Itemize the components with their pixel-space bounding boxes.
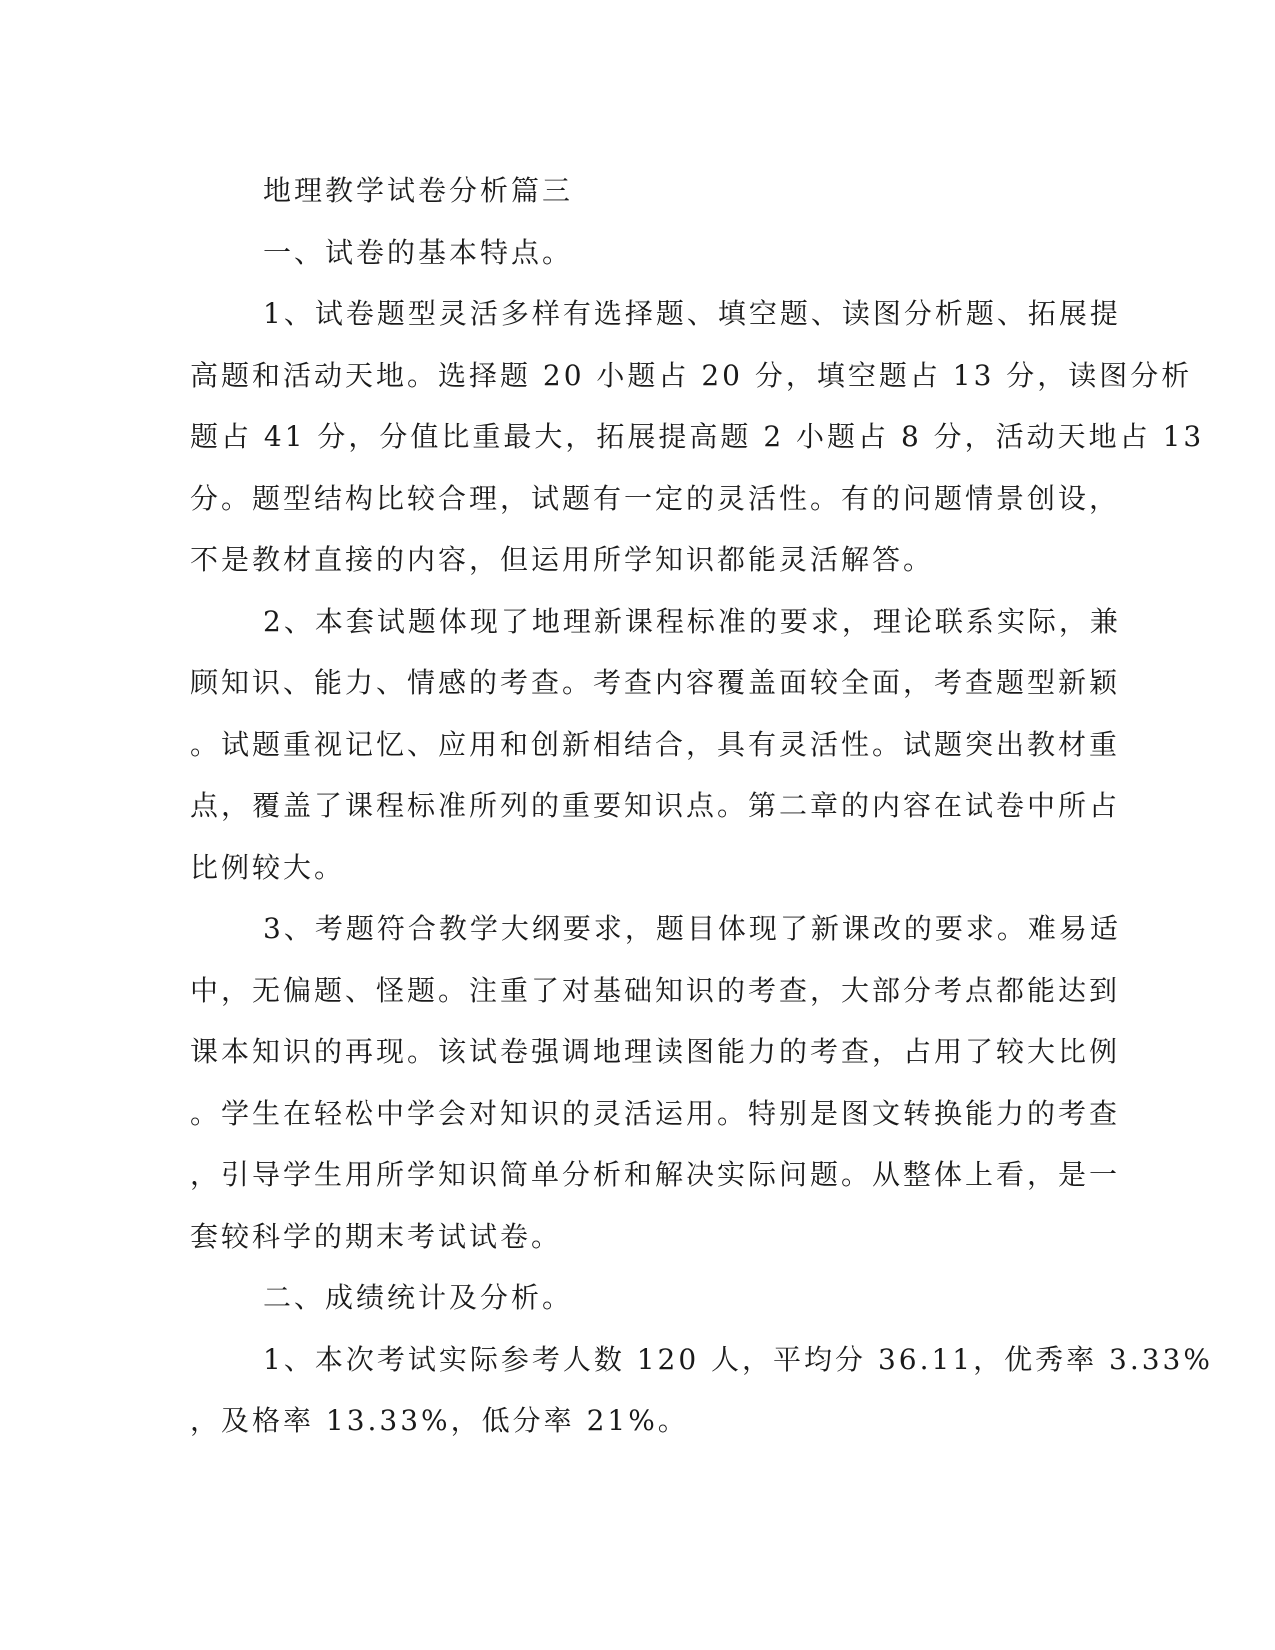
paragraph-line: ，引导学生用所学知识简单分析和解决实际问题。从整体上看，是一 xyxy=(190,1158,1121,1191)
document-body xyxy=(190,160,1213,1452)
section-heading-basic-features: 一、试卷的基本特点。 xyxy=(263,235,574,269)
document-title: 地理教学试卷分析篇三 xyxy=(263,174,574,207)
section-heading-score-stats: 二、成绩统计及分析。 xyxy=(263,1281,574,1314)
paragraph-line: 1、试卷题型灵活多样有选择题、填空题、读图分析题、拓展提 xyxy=(263,297,1121,330)
paragraph-line: 套较科学的期末考试试卷。 xyxy=(190,1219,563,1253)
paragraph-line: 不是教材直接的内容，但运用所学知识都能灵活解答。 xyxy=(190,543,935,576)
paragraph-line: 1、本次考试实际参考人数 120 人，平均分 36.11，优秀率 3.33% xyxy=(263,1342,1213,1376)
paragraph-line: ，及格率 13.33%，低分率 21%。 xyxy=(190,1404,689,1437)
paragraph-line: 课本知识的再现。该试卷强调地理读图能力的考查，占用了较大比例 xyxy=(190,1035,1121,1068)
paragraph-line: 。学生在轻松中学会对知识的灵活运用。特别是图文转换能力的考查 xyxy=(190,1096,1121,1130)
paragraph-line: 分。题型结构比较合理，试题有一定的灵活性。有的问题情景创设， xyxy=(190,481,1121,515)
paragraph-line: 中，无偏题、怪题。注重了对基础知识的考查，大部分考点都能达到 xyxy=(190,973,1121,1007)
paragraph-line: 点，覆盖了课程标准所列的重要知识点。第二章的内容在试卷中所占 xyxy=(190,789,1121,822)
paragraph-line: 2、本套试题体现了地理新课程标准的要求，理论联系实际，兼 xyxy=(263,604,1121,638)
paragraph-line: 3、考题符合教学大纲要求，题目体现了新课改的要求。难易适 xyxy=(263,912,1121,945)
paragraph-line: 。试题重视记忆、应用和创新相结合，具有灵活性。试题突出教材重 xyxy=(190,727,1121,761)
paragraph-line: 比例较大。 xyxy=(190,850,346,884)
paragraph-line: 题占 41 分，分值比重最大，拓展提高题 2 小题占 8 分，活动天地占 13 xyxy=(190,420,1205,453)
paragraph-line: 顾知识、能力、情感的考查。考查内容覆盖面较全面，考查题型新颖 xyxy=(190,666,1121,699)
paragraph-line: 高题和活动天地。选择题 20 小题占 20 分，填空题占 13 分，读图分析 xyxy=(190,358,1193,392)
